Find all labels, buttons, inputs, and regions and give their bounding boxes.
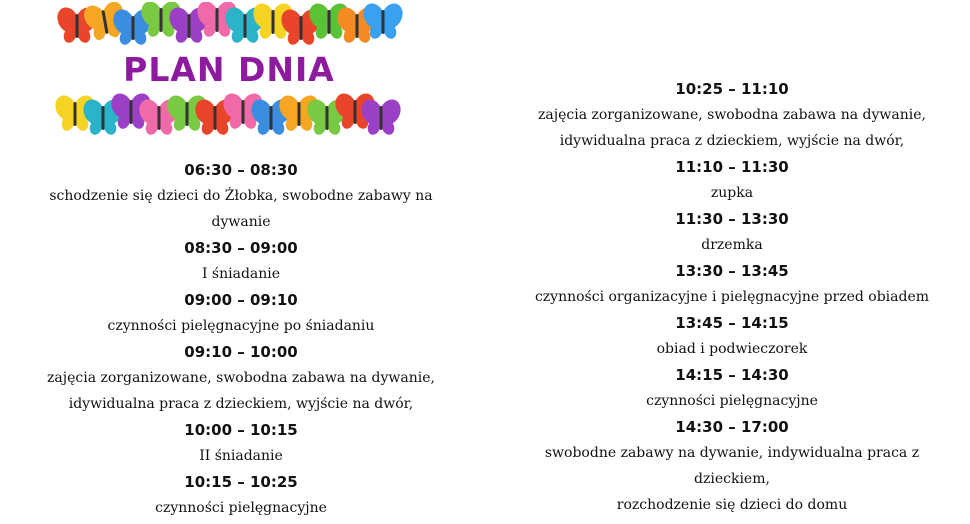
top-butterfly-row [55, 2, 403, 47]
entry-time: 13:45 – 14:15 [675, 314, 789, 332]
entry-time: 06:30 – 08:30 [184, 161, 298, 179]
page-title: PLAN DNIA [123, 50, 335, 89]
schedule-entry [522, 154, 942, 206]
entry-time: 10:15 – 10:25 [184, 473, 298, 491]
schedule-entry [522, 310, 942, 362]
entry-time: 10:00 – 10:15 [184, 421, 298, 439]
schedule-right-column [522, 76, 942, 518]
schedule-entry [522, 206, 942, 258]
entry-description: czynności pielęgnacyjne [646, 393, 818, 409]
schedule-left-column [30, 157, 452, 521]
entry-description: czynności pielęgnacyjne po śniadaniu [107, 318, 375, 334]
schedule-entry [522, 76, 942, 154]
entry-description: swobodne zabawy na dywanie, indywidualna praca z dzieckiem, rozchodzenie się dzieci do domu [544, 445, 920, 513]
schedule-entry [30, 417, 452, 469]
entry-time: 10:25 – 11:10 [675, 80, 789, 98]
plan-banner [55, 2, 403, 150]
schedule-entry [30, 287, 452, 339]
entry-description: I śniadanie [201, 266, 281, 282]
entry-description: drzemka [701, 237, 763, 253]
entry-time: 11:30 – 13:30 [675, 210, 789, 228]
schedule-entry [30, 339, 452, 417]
entry-description: schodzenie się dzieci do Żłobka, swobodne zabawy na dywanie [49, 188, 433, 230]
schedule-entry [522, 258, 942, 310]
bottom-butterfly-row [55, 90, 403, 137]
schedule-entry [30, 157, 452, 235]
schedule-entry [30, 235, 452, 287]
entry-description: czynności pielęgnacyjne [155, 500, 327, 516]
entry-description: zajęcia zorganizowane, swobodna zabawa na dywanie, idywidualna praca z dzieckiem, wyjście na dwór, [538, 107, 926, 149]
entry-description: czynności organizacyjne i pielęgnacyjne przed obiadem [534, 289, 930, 305]
entry-time: 13:30 – 13:45 [675, 262, 789, 280]
entry-time: 14:30 – 17:00 [675, 418, 789, 436]
entry-description: obiad i podwieczorek [656, 341, 808, 357]
entry-time: 11:10 – 11:30 [675, 158, 789, 176]
entry-time: 09:00 – 09:10 [184, 291, 298, 309]
entry-time: 09:10 – 10:00 [184, 343, 298, 361]
schedule-entry [522, 362, 942, 414]
entry-time: 14:15 – 14:30 [675, 366, 789, 384]
entry-description: zupka [710, 185, 754, 201]
entry-description: II śniadanie [199, 448, 283, 464]
schedule-entry [30, 469, 452, 521]
schedule-entry [522, 414, 942, 518]
entry-description: zajęcia zorganizowane, swobodna zabawa na dywanie, idywidualna praca z dzieckiem, wyjście na dwór, [47, 370, 435, 412]
entry-time: 08:30 – 09:00 [184, 239, 298, 257]
